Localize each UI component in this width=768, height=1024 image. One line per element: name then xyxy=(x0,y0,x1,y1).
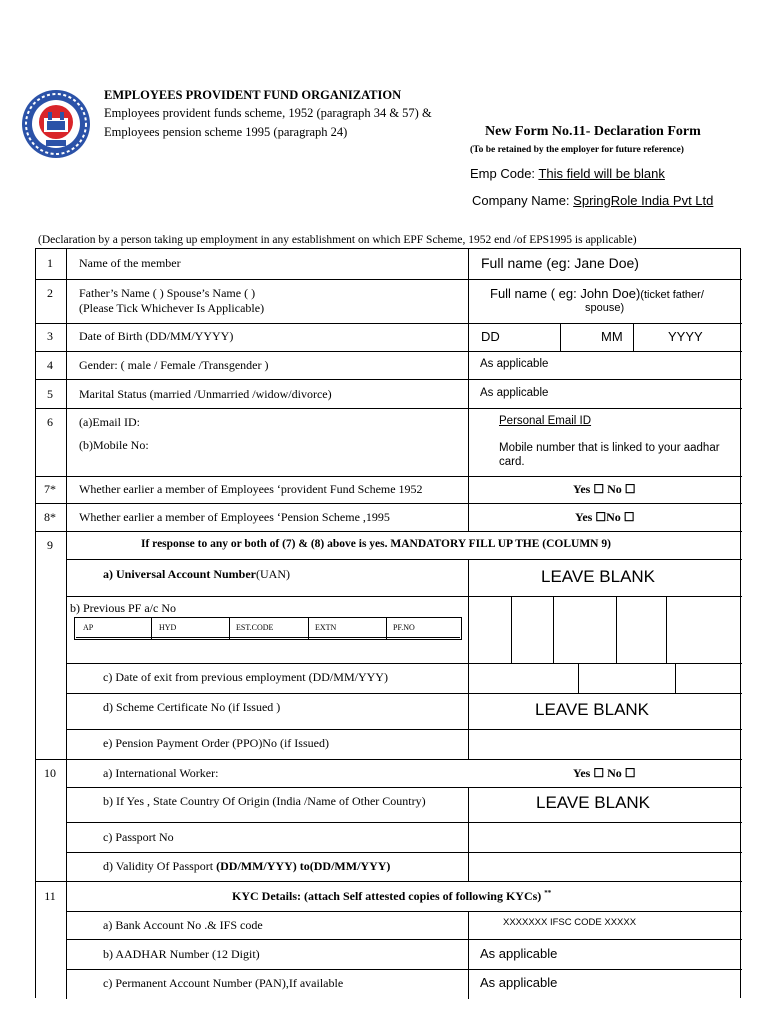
pan-value[interactable]: As applicable xyxy=(480,975,558,990)
passport-validity-label xyxy=(103,859,390,874)
dob-dd[interactable]: DD xyxy=(481,329,500,344)
row-number-3: 3 xyxy=(47,329,53,343)
company-name-label: Company Name: xyxy=(472,193,570,208)
scheme-line-1: Employees provident funds scheme, 1952 (paragraph 34 & 57) & xyxy=(104,106,432,120)
scheme-certificate-value[interactable]: LEAVE BLANK xyxy=(535,700,650,719)
country-of-origin-label: b) If Yes , State Country Of Origin (India /Name of Other Country) xyxy=(103,794,426,808)
uan-label-suffix: (UAN) xyxy=(256,567,290,581)
kyc-heading xyxy=(232,889,551,904)
pf-col-hyd: HYD xyxy=(159,623,177,632)
dob-label: Date of Birth (DD/MM/YYYY) xyxy=(79,329,234,343)
mobile-value[interactable]: Mobile number that is linked to your aadhar xyxy=(499,442,720,454)
country-of-origin-value[interactable]: LEAVE BLANK xyxy=(536,793,651,812)
uan-label-text: a) Universal Account Number xyxy=(103,567,256,581)
passport-validity-prefix: d) Validity Of Passport xyxy=(103,859,217,873)
scheme-line-2: Employees pension scheme 1995 (paragraph 24) xyxy=(104,125,348,139)
email-label: (a)Email ID: xyxy=(79,415,140,429)
kyc-heading-mark: ** xyxy=(544,889,552,897)
form-subtitle: (To be retained by the employer for future reference) xyxy=(470,145,684,155)
gender-label: Gender: ( male / Female /Transgender ) xyxy=(79,358,269,372)
row-number-8: 8* xyxy=(44,510,56,524)
father-spouse-label: Father’s Name ( ) Spouse’s Name ( ) xyxy=(79,286,256,300)
epf-member-yes-no[interactable]: Yes ☐ No ☐ xyxy=(573,482,636,496)
row-number-9: 9 xyxy=(47,538,53,552)
row-number-11: 11 xyxy=(44,889,56,903)
row-number-6: 6 xyxy=(47,415,53,429)
col-divider-number xyxy=(66,249,67,999)
email-value[interactable]: Personal Email ID xyxy=(499,415,592,427)
mobile-value-line2: card. xyxy=(499,456,525,468)
mobile-label: (b)Mobile No: xyxy=(79,438,149,452)
row-number-7: 7* xyxy=(44,482,56,496)
aadhar-label: b) AADHAR Number (12 Digit) xyxy=(103,947,260,961)
uan-label xyxy=(103,567,290,582)
emp-code-value: This field will be blank xyxy=(538,166,665,181)
eps-member-yes-no[interactable]: Yes ☐No ☐ xyxy=(575,510,635,524)
passport-no-label: c) Passport No xyxy=(103,830,174,844)
uan-value[interactable]: LEAVE BLANK xyxy=(541,567,656,586)
previous-pf-code-box xyxy=(74,617,462,640)
eps-member-label: Whether earlier a member of Employees ‘Pension Scheme ,1995 xyxy=(79,510,390,524)
company-name-value: SpringRole India Pvt Ltd xyxy=(573,193,714,208)
pf-col-pf-no: PF.NO xyxy=(393,623,415,632)
bank-account-value[interactable]: XXXXXXX IFSC CODE XXXXX xyxy=(503,917,637,928)
dob-mm[interactable]: MM xyxy=(601,329,623,344)
international-worker-label: a) International Worker: xyxy=(103,766,219,780)
row-number-5: 5 xyxy=(47,387,53,401)
pf-col-ap: AP xyxy=(83,623,94,632)
form-title: New Form No.11- Declaration Form xyxy=(485,124,701,139)
aadhar-value[interactable]: As applicable xyxy=(480,946,558,961)
dob-yyyy[interactable]: YYYY xyxy=(668,329,703,344)
row-number-2: 2 xyxy=(47,286,53,300)
epfo-logo xyxy=(20,88,92,160)
emp-code-label: Emp Code: xyxy=(470,166,536,181)
pf-col-extn: EXTN xyxy=(315,623,337,632)
international-worker-yes-no[interactable]: Yes ☐ No ☐ xyxy=(573,766,636,780)
father-spouse-value-line2: spouse) xyxy=(585,302,625,314)
scheme-certificate-label: d) Scheme Certificate No (if Issued ) xyxy=(103,700,281,714)
pf-col-est-code: EST.CODE xyxy=(236,623,274,632)
row-number-1: 1 xyxy=(47,256,53,270)
pan-label: c) Permanent Account Number (PAN),If available xyxy=(103,976,344,990)
emp-code-field xyxy=(470,166,665,181)
col-divider-value xyxy=(468,249,469,531)
previous-pf-label: b) Previous PF a/c No xyxy=(70,601,176,615)
father-spouse-value[interactable] xyxy=(490,286,704,301)
row-number-10: 10 xyxy=(44,766,56,780)
father-spouse-value-main: Full name ( eg: John Doe) xyxy=(490,286,641,301)
marital-status-value[interactable]: As applicable xyxy=(480,387,549,399)
column-9-heading: If response to any or both of (7) & (8) above is yes. MANDATORY FILL UP THE (COLUMN 9) xyxy=(141,538,611,550)
kyc-heading-text: KYC Details: (attach Self attested copies of following KYCs) xyxy=(232,889,542,903)
member-name-label: Name of the member xyxy=(79,256,181,270)
ppo-label: e) Pension Payment Order (PPO)No (if Issued) xyxy=(103,736,329,750)
company-name-field xyxy=(472,193,713,208)
marital-status-label: Marital Status (married /Unmarried /widow/divorce) xyxy=(79,387,332,401)
epf-member-label: Whether earlier a member of Employees ‘provident Fund Scheme 1952 xyxy=(79,482,423,496)
declaration-note: (Declaration by a person taking up employment in any establishment on which EPF Scheme, 1952 end /of EPS1995 is applicable) xyxy=(38,234,637,246)
member-name-value[interactable]: Full name (eg: Jane Doe) xyxy=(481,255,639,271)
gender-value[interactable]: As applicable xyxy=(480,358,549,370)
passport-validity-format: (DD/MM/YYY) to(DD/MM/YYY) xyxy=(216,859,391,873)
father-spouse-value-small: (ticket father/ xyxy=(640,289,704,301)
bank-account-label: a) Bank Account No .& IFS code xyxy=(103,918,263,932)
father-spouse-hint: (Please Tick Whichever Is Applicable) xyxy=(79,301,265,315)
org-name: EMPLOYEES PROVIDENT FUND ORGANIZATION xyxy=(104,88,402,102)
date-of-exit-label: c) Date of exit from previous employment (DD/MM/YYY) xyxy=(103,670,388,684)
row-number-4: 4 xyxy=(47,358,53,372)
